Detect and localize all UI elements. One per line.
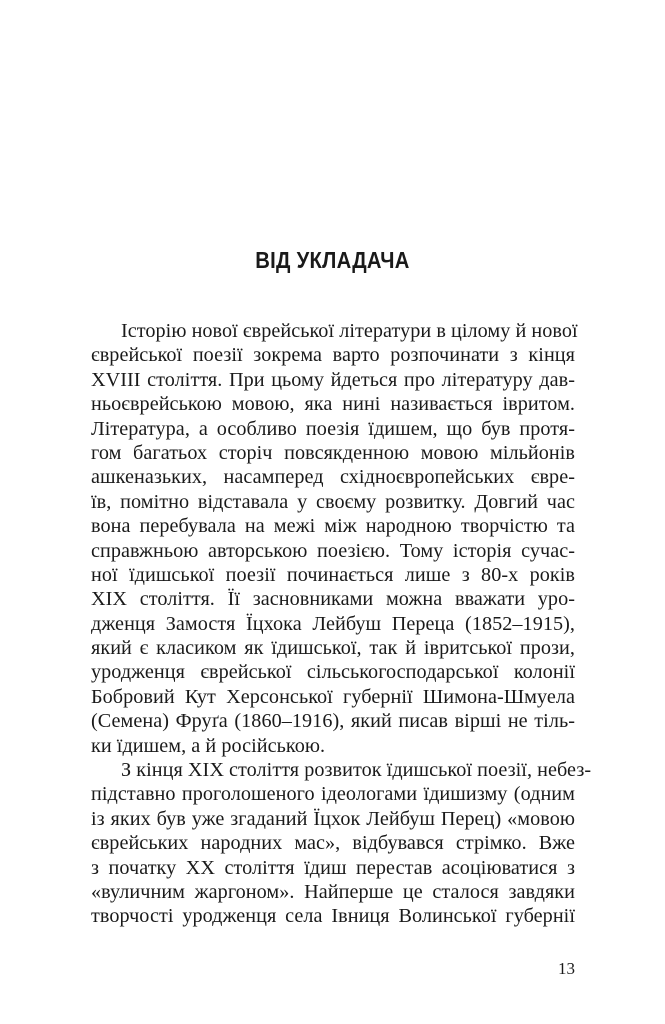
text-line: вона перебувала на межі між народною творчістю та: [91, 515, 575, 538]
text-line: З кінця XIX століття розвиток їдишської поезії, небез-: [121, 759, 592, 782]
body-text: [91, 319, 592, 929]
text-line: ашкеназьких, насамперед східноєвропейських євре-: [91, 466, 575, 489]
text-line: Історію нової єврейської літератури в цілому й нової: [121, 320, 578, 342]
text-line: підставно проголошеного ідеологами їдишизму (одним: [91, 783, 575, 806]
text-line: ки їдишем, а й російською.: [91, 734, 326, 757]
text-line: XVIII століття. При цьому йдеться про літературу дав-: [91, 368, 575, 391]
text-line: уродженця єврейської сільськогосподарської колонії: [91, 661, 575, 684]
text-line: їв, помітно відставала у своєму розвитку. Довгий час: [91, 490, 575, 513]
text-line: ної їдишської поезії починається лише з 80-х років: [91, 563, 575, 586]
text-line: Література, а особливо поезія їдишем, що був протя-: [91, 417, 575, 440]
text-line: дженця Замостя Їцхока Лейбуш Переца (1852–1915),: [91, 612, 575, 635]
text-line: з початку XX століття їдиш перестав асоціюватися з: [91, 856, 575, 879]
text-line: єврейських народних мас», відбувався стрімко. Вже: [91, 832, 575, 855]
section-heading: ВІД УКЛАДАЧА: [255, 247, 410, 273]
text-line: єврейської поезії зокрема варто розпочинати з кінця: [91, 344, 575, 367]
text-line: із яких був уже згаданий Їцхок Лейбуш Перец) «мовою: [91, 807, 575, 830]
text-line: який є класиком як їдишської, так й івритської прози,: [91, 637, 575, 660]
text-line: XIX століття. Її засновниками можна вважати уро-: [91, 588, 575, 611]
paragraph-2: [91, 758, 592, 929]
text-line: творчості уродженця села Івниця Волинської губернії: [91, 905, 575, 928]
text-line: гом багатьох сторіч повсякденною мовою мільйонів: [91, 441, 575, 464]
page-number: 13: [558, 959, 575, 978]
text-line: справжньою авторською поезією. Тому історія сучас-: [91, 539, 575, 562]
text-line: «вуличним жаргоном». Найперше це сталося завдяки: [91, 880, 575, 903]
paragraph-1: [91, 319, 578, 758]
text-line: Бобровий Кут Херсонської губернії Шимона-Шмуела: [91, 685, 575, 708]
text-line: ньоєврейською мовою, яка нині називається івритом.: [91, 393, 575, 416]
text-line: (Семена) Фруґа (1860–1916), який писав вірші не тіль-: [91, 710, 575, 733]
